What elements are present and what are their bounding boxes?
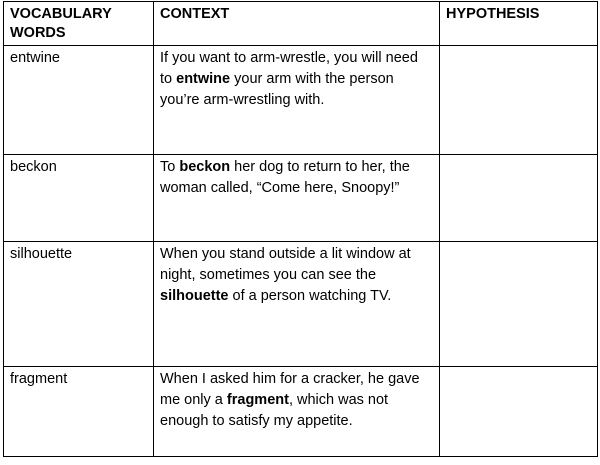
- vocabulary-word: silhouette: [10, 246, 73, 262]
- hypothesis-cell[interactable]: [440, 155, 598, 242]
- context-text-after: of a person watching TV.: [228, 288, 392, 304]
- context-cell: [154, 46, 440, 155]
- context-text-before: When you stand outside a lit window at night, sometimes you can see the: [160, 246, 411, 283]
- vocabulary-word: entwine: [10, 50, 60, 66]
- context-cell: [154, 242, 440, 367]
- context-text-after: , which was not enough to satisfy my appetite.: [160, 392, 389, 429]
- table-row: [4, 46, 598, 155]
- context-keyword: beckon: [179, 159, 231, 175]
- context-keyword: silhouette: [160, 288, 229, 304]
- hypothesis-cell[interactable]: [440, 242, 598, 367]
- context-keyword: fragment: [226, 392, 289, 408]
- header-vocabulary-words: VOCABULARY WORDS: [4, 2, 154, 46]
- hypothesis-cell[interactable]: [440, 367, 598, 457]
- vocabulary-word-cell: [4, 367, 154, 457]
- header-hypothesis: HYPOTHESIS: [440, 2, 598, 46]
- context-cell: [154, 367, 440, 457]
- context-text-before: When I asked him for a cracker, he gave me only a: [160, 371, 420, 408]
- context-keyword: entwine: [176, 71, 231, 87]
- context-text-before: If you want to arm-wrestle, you will need to: [160, 50, 418, 87]
- table-row: [4, 242, 598, 367]
- vocabulary-word-cell: [4, 155, 154, 242]
- context-text-after: your arm with the person you’re arm-wrestling with.: [160, 71, 394, 108]
- context-cell: [154, 155, 440, 242]
- vocabulary-table: [3, 1, 598, 457]
- vocabulary-word-cell: [4, 242, 154, 367]
- hypothesis-cell[interactable]: [440, 46, 598, 155]
- header-context: CONTEXT: [154, 2, 440, 46]
- table-header-row: [4, 2, 598, 46]
- context-text-before: To: [160, 159, 180, 175]
- table-row: [4, 367, 598, 457]
- vocabulary-word-cell: [4, 46, 154, 155]
- vocabulary-word: fragment: [10, 371, 68, 387]
- vocabulary-word: beckon: [10, 159, 57, 175]
- table-row: [4, 155, 598, 242]
- context-text-after: her dog to return to her, the woman called, “Come here, Snoopy!”: [160, 159, 410, 196]
